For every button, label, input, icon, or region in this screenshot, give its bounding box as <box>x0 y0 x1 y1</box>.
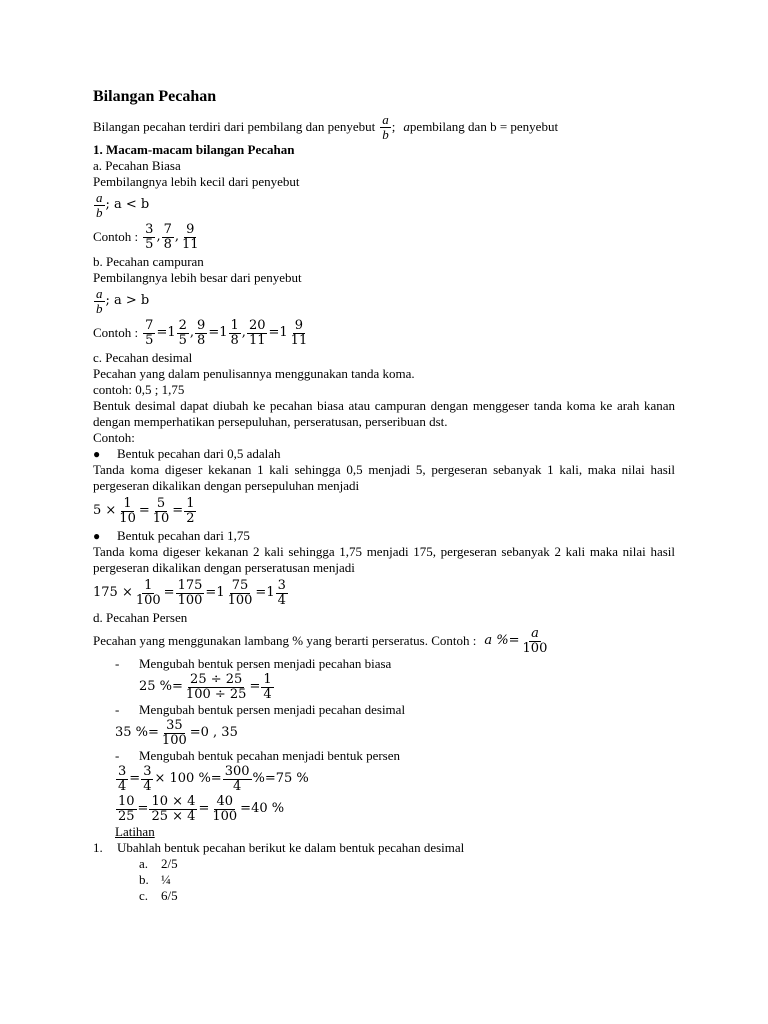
latihan-item: a. 2/5 <box>139 856 178 871</box>
equation-1: 5 × $\frac{1}{10}$ = $\frac{5}{10}$ = $\frac{1}{2}$ <box>93 495 195 526</box>
intro-fraction: $\frac{a}{b}$ <box>382 111 389 142</box>
latihan-question: 1. Ubahlah bentuk pecahan berikut ke dalam bentuk pecahan desimal <box>93 840 465 855</box>
intro-tail: pembilang dan b = penyebut <box>409 119 559 134</box>
subsection-c-contoh: Contoh: <box>93 430 135 445</box>
equation-3: 25 %= $\frac{25 \div 25}{100 \div 25}$ = $\frac{1}{4}$ <box>139 671 272 702</box>
subsection-c-title: c. Pecahan desimal <box>93 350 193 365</box>
subsection-c-example: contoh: 0,5 ; 1,75 <box>93 382 185 397</box>
rule-a: $\frac{a}{b}$ ; a < b <box>96 189 150 220</box>
intro-line: Bilangan pecahan terdiri dari pembilang dan penyebut $\frac{a}{b}$ ; a pembilang dan b = penyebut <box>93 111 559 142</box>
bullet-icon: ● <box>93 529 101 543</box>
bullet-item: ● Bentuk pecahan dari 0,5 adalah <box>93 446 281 461</box>
bullet-item: ● Bentuk pecahan dari 1,75 <box>93 528 250 543</box>
rule-b: $\frac{a}{b}$ ; a > b <box>96 285 150 316</box>
equation-5: $\frac{3}{4}$ = $\frac{3}{4}$ × 100 %= $\frac{300}{4}$ %=75 % <box>118 763 309 794</box>
subsection-d-title: d. Pecahan Persen <box>93 610 188 625</box>
dash-item: - Mengubah bentuk persen menjadi pecahan biasa <box>115 656 392 671</box>
intro-text: Bilangan pecahan terdiri dari pembilang dan penyebut <box>93 119 376 134</box>
subsection-b-desc: Pembilangnya lebih besar dari penyebut <box>93 270 302 285</box>
subsection-d-desc-line: Pecahan yang menggunakan lambang % yang berarti perseratus. Contoh : a %= $\frac{a}{100}$ <box>93 625 548 656</box>
equation-4: 35 %= $\frac{35}{100}$ =0 , 35 <box>115 717 238 748</box>
subsection-b-title: b. Pecahan campuran <box>93 254 204 269</box>
example-a: Contoh : $\frac{3}{5}$ , $\frac{7}{8}$ , $\frac{9}{11}$ <box>93 221 199 252</box>
section-heading: 1. Macam-macam bilangan Pecahan <box>93 142 295 157</box>
equation-2: 175 × $\frac{1}{100}$ = $\frac{175}{100}$ = 1 $\frac{75}{100}$ = 1 $\frac{3}{4}$ <box>93 577 286 608</box>
example-b: Contoh : $\frac{7}{5}$ = 1 $\frac{2}{5}$ , $\frac{9}{8}$ = 1 $\frac{1}{8}$ , $\frac{20}{11}$ = 1 $\frac{9}{11}$ <box>93 317 308 348</box>
example-fraction: $\frac{7}{8}$ <box>163 221 172 252</box>
latihan-item: b. ¼ <box>139 872 171 887</box>
equation-6: $\frac{10}{25}$ = $\frac{10 \times 4}{25 \times 4}$ = $\frac{40}{100}$ =40 % <box>118 793 285 824</box>
bullet1-paragraph: Tanda koma digeser kekanan 1 kali sehingga 0,5 menjadi 5, pergeseran sebanyak 1 kali, maka nilai hasil pergeseran dikalikan dengan persepuluhan menjadi <box>93 462 675 493</box>
bullet-icon: ● <box>93 447 101 461</box>
bullet2-paragraph: Tanda koma digeser kekanan 2 kali sehingga 1,75 menjadi 175, pergeseran sebanyak 2 kali maka nilai hasil pergeseran dikalikan dengan perseratusan menjadi <box>93 544 675 575</box>
example-fraction: $\frac{3}{5}$ <box>145 221 154 252</box>
dash-item: - Mengubah bentuk persen menjadi pecahan desimal <box>115 702 406 717</box>
latihan-item: c. 6/5 <box>139 888 178 903</box>
document-page <box>93 86 675 904</box>
dash-item: - Mengubah bentuk pecahan menjadi bentuk persen <box>115 748 400 763</box>
subsection-c-desc: Pecahan yang dalam penulisannya menggunakan tanda koma. <box>93 366 415 381</box>
subsection-a-title: a. Pecahan Biasa <box>93 158 181 173</box>
page-title: Bilangan Pecahan <box>93 88 217 105</box>
subsection-c-paragraph: Bentuk desimal dapat diubah ke pecahan biasa atau campuran dengan menggeser tanda koma ke arah kanan dengan memperhatikan persepuluhan, perseratusan, perseribuan dst. <box>93 398 675 429</box>
example-fraction: $\frac{9}{11}$ <box>182 221 199 252</box>
subsection-a-desc: Pembilangnya lebih kecil dari penyebut <box>93 174 300 189</box>
latihan-title: Latihan <box>115 824 155 839</box>
